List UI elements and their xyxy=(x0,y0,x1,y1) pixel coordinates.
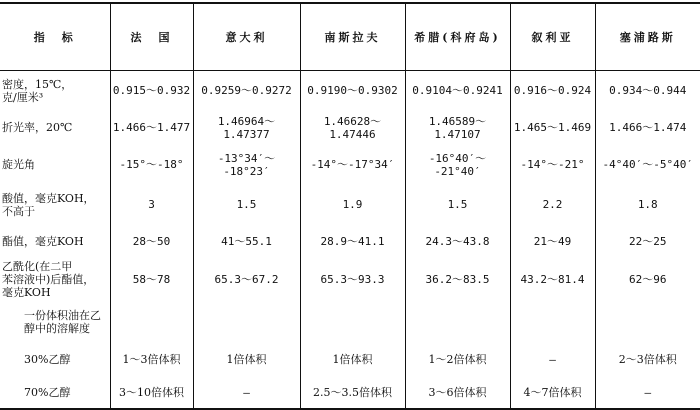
row-refractive-index xyxy=(0,111,700,145)
value-cell-cyprus: 62～96 xyxy=(595,259,700,301)
header-yugoslavia: 南斯拉夫 xyxy=(300,3,405,71)
value-cell-france: 0.915～0.932 xyxy=(110,71,193,111)
value-cell-yugoslavia: 1倍体积 xyxy=(300,343,405,377)
value-cell-italy: 1.5 xyxy=(193,185,300,225)
value-cell-syria: -14°～-21° xyxy=(510,145,595,185)
value-cell-syria: 1.465～1.469 xyxy=(510,111,595,145)
header-france: 法 国 xyxy=(110,3,193,71)
value-cell-cyprus: 0.934～0.944 xyxy=(595,71,700,111)
value-cell-italy: — xyxy=(193,377,300,409)
value-cell-greece-corfu: 1.5 xyxy=(405,185,510,225)
value-cell-italy: 65.3～67.2 xyxy=(193,259,300,301)
value-cell-france: 1.466～1.477 xyxy=(110,111,193,145)
value-cell-yugoslavia: 2.5～3.5倍体积 xyxy=(300,377,405,409)
value-cell-greece-corfu: 1.46589～1.47107 xyxy=(405,111,510,145)
value-cell-italy xyxy=(193,301,300,343)
row-ester-value xyxy=(0,225,700,259)
value-cell-yugoslavia: 0.9190～0.9302 xyxy=(300,71,405,111)
value-cell-france: -15°～-18° xyxy=(110,145,193,185)
row-density xyxy=(0,71,700,111)
value-cell-cyprus: 22～25 xyxy=(595,225,700,259)
value-cell-italy: 1倍体积 xyxy=(193,343,300,377)
value-cell-yugoslavia xyxy=(300,301,405,343)
value-cell-greece-corfu: 24.3～43.8 xyxy=(405,225,510,259)
row-solubility-30-ethanol xyxy=(0,343,700,377)
value-cell-france: 58～78 xyxy=(110,259,193,301)
value-cell-greece-corfu xyxy=(405,301,510,343)
value-cell-syria xyxy=(510,301,595,343)
value-cell-syria: 4～7倍体积 xyxy=(510,377,595,409)
value-cell-france: 3 xyxy=(110,185,193,225)
value-cell-cyprus: -4°40′～-5°40′ xyxy=(595,145,700,185)
value-cell-yugoslavia: 65.3～93.3 xyxy=(300,259,405,301)
header-syria: 叙利亚 xyxy=(510,3,595,71)
property-cell: 乙酰化(在二甲 苯溶液中)后酯值， 毫克KOH xyxy=(2,260,95,299)
value-cell-cyprus: 1.466～1.474 xyxy=(595,111,700,145)
value-cell-yugoslavia: 28.9～41.1 xyxy=(300,225,405,259)
value-cell-france: 3～10倍体积 xyxy=(110,377,193,409)
value-cell-syria: 0.916～0.924 xyxy=(510,71,595,111)
property-cell: 30%乙醇 xyxy=(24,353,71,366)
value-cell-italy: 1.46964～1.47377 xyxy=(193,111,300,145)
header-italy: 意大利 xyxy=(193,3,300,71)
property-cell: 70%乙醇 xyxy=(24,385,71,399)
property-cell: 折光率，20℃ xyxy=(2,121,73,134)
value-cell-cyprus: 2～3倍体积 xyxy=(595,343,700,377)
row-solubility-heading xyxy=(0,301,700,343)
value-cell-syria: 21～49 xyxy=(510,225,595,259)
property-cell: 旋光角 xyxy=(2,158,35,171)
value-cell-france: 1～3倍体积 xyxy=(110,343,193,377)
value-cell-yugoslavia: -14°～-17°34′ xyxy=(300,145,405,185)
header-indicator: 指 标 xyxy=(0,3,110,71)
row-ester-value-after-acetylation xyxy=(0,259,700,301)
property-cell: 酯值，毫克KOH xyxy=(2,235,84,248)
value-cell-cyprus xyxy=(595,301,700,343)
value-cell-yugoslavia: 1.9 xyxy=(300,185,405,225)
value-cell-italy: 0.9259～0.9272 xyxy=(193,71,300,111)
header-row xyxy=(0,3,700,71)
value-cell-greece-corfu: 1～2倍体积 xyxy=(405,343,510,377)
property-cell: 密度，15℃， 克/厘米³ xyxy=(2,77,73,104)
property-cell: 一份体积油在乙 醇中的溶解度 xyxy=(24,308,101,335)
value-cell-syria: 2.2 xyxy=(510,185,595,225)
row-solubility-70-ethanol xyxy=(0,377,700,409)
value-cell-yugoslavia: 1.46628～1.47446 xyxy=(300,111,405,145)
table-body xyxy=(0,71,700,409)
header-greece-corfu: 希腊(科府岛) xyxy=(405,3,510,71)
value-cell-greece-corfu: -16°40′～ -21°40′ xyxy=(405,145,510,185)
row-optical-rotation xyxy=(0,145,700,185)
row-acid-value xyxy=(0,185,700,225)
value-cell-cyprus: — xyxy=(595,377,700,409)
value-cell-italy: -13°34′～ -18°23′ xyxy=(193,145,300,185)
value-cell-greece-corfu: 36.2～83.5 xyxy=(405,259,510,301)
value-cell-greece-corfu: 3～6倍体积 xyxy=(405,377,510,409)
value-cell-syria: 43.2～81.4 xyxy=(510,259,595,301)
value-cell-italy: 41～55.1 xyxy=(193,225,300,259)
property-cell: 酸值，毫克KOH， 不高于 xyxy=(2,191,95,218)
value-cell-syria: — xyxy=(510,343,595,377)
value-cell-france: 28～50 xyxy=(110,225,193,259)
value-cell-cyprus: 1.8 xyxy=(595,185,700,225)
oil-spec-table xyxy=(0,2,700,410)
header-cyprus: 塞浦路斯 xyxy=(595,3,700,71)
value-cell-france xyxy=(110,301,193,343)
value-cell-greece-corfu: 0.9104～0.9241 xyxy=(405,71,510,111)
